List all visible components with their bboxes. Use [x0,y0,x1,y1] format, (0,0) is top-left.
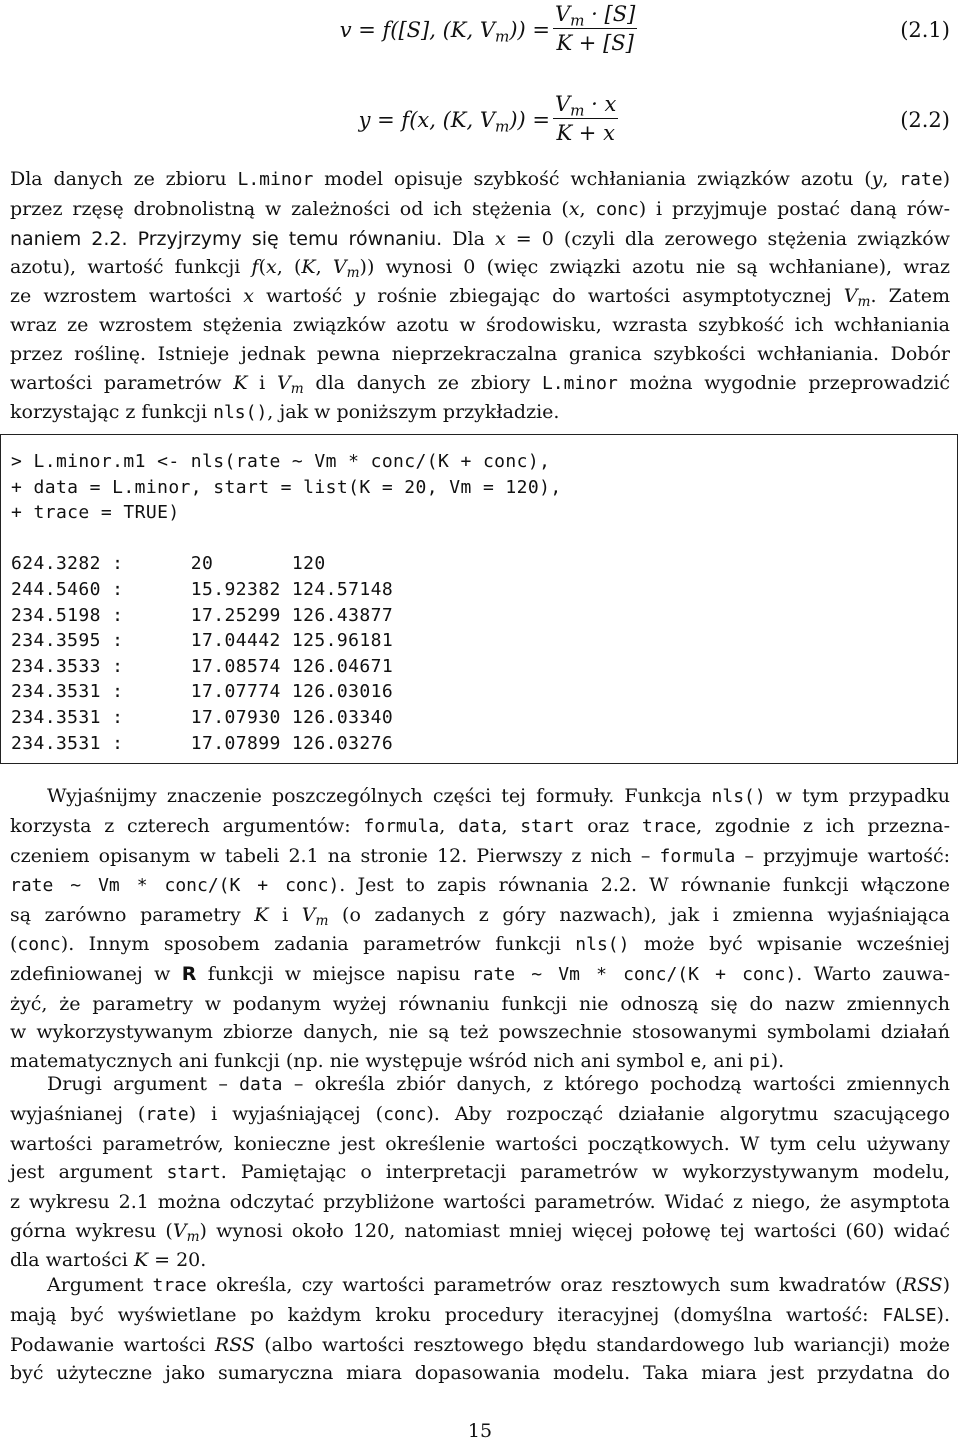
code-line: 234.3531 : 17.07899 126.03276 [11,732,394,754]
code-line: 234.3533 : 17.08574 126.04671 [11,655,394,677]
equation-2-1 [0,0,960,70]
code-line: 234.5198 : 17.25299 126.43877 [11,604,394,626]
page-number: 15 [467,1420,493,1442]
code-listing [0,434,958,764]
code-line: 234.3531 : 17.07774 126.03016 [11,681,394,703]
equation-fraction: $\frac{V_m \cdot [S]}{K + [S]}$ [555,2,636,55]
paragraph-intro: Dla danych ze zbioru L.minor model opisuje szybkość wchłaniania związków azotu (y, rate) przez rzęsę drobnolistną w zależności od ich stężenia (x, conc) i przyjmuje postać daną rów- naniem 2.2. Przyjrzymy się temu równaniu. Dla x = 0 (czyli dla zerowego stężenia związków azotu), wartość funkcji f(x, (K, $V_m$)) wynosi 0 (więc związki azotu nie są wchłaniane), wraz ze wzrostem wartości x wartość y rośnie zbiegając do wartości asymptotycznej $V_m$. Zatem wraz ze wzrostem stężenia związków azotu w środowisku, wzrasta szybkość ich wchłaniania przez roślinę. Istnieje jednak pewna nieprzekraczalna granica szybkości wchłaniania. Dobór wartości parametrów K i $V_m$ dla danych ze zbiory L.minor można wygodnie przeprowadzić korzystając z funkcji nls(), jak w poniższym przykładzie. [10,168,951,424]
code-line: > L.minor.m1 <- nls(rate ~ Vm * conc/(K + conc), [11,451,551,472]
code-line: 234.3595 : 17.04442 125.96181 [11,630,394,652]
equation-fraction: $\frac{V_m \cdot x}{K + x}$ [555,92,617,145]
equation-lhs: y = f(x, (K, $V_m$)) = [358,108,550,136]
code-line: 244.5460 : 15.92382 124.57148 [11,578,394,600]
code-line: 234.3531 : 17.07930 126.03340 [11,706,394,728]
paragraph-data-start: Drugi argument – data – określa zbiór danych, z którego pochodzą wartości zmiennych wyjaśnianej (rate) i wyjaśniającej (conc). Aby rozpocząć działanie algorytmu szacującego wartości parametrów, konieczne jest określenie wartości początkowych. W tym celu używany jest argument start. Pamiętając o interpretacji parametrów w wykorzystywanym modelu, z wykresu 2.1 można odczytać przybliżone wartości parametrów. Widać z niego, że asymptota górna wykresu $(V_m)$ wynosi około 120, natomiast mniej więcej połowę tej wartości (60) widać dla wartości K = 20. [10,1073,950,1271]
equation-number: (2.2) [900,108,950,132]
equation-lhs: v = f([S], (K, $V_m$)) = [339,18,550,46]
code-line: + data = L.minor, start = list(K = 20, Vm = 120), [11,476,562,498]
code-output [11,449,562,756]
equation-2-2 [0,92,960,162]
paragraph-trace: Argument trace określa, czy wartości parametrów oraz resztowych sum kwadratów (RSS) mają być wyświetlane po każdym kroku procedury iteracyjnej (domyślna wartość: FALSE). Podawanie wartości RSS (albo wartości resztowego błędu standardowego lub wariancji) może być użyteczne jako sumaryczna miara dopasowania modelu. Taka miara jest przydatna do [10,1274,950,1385]
paragraph-formula: Wyjaśnijmy znaczenie poszczególnych części tej formuły. Funkcja nls() w tym przypadku korzysta z czterech argumentów: formula, data, start oraz trace, zgodnie z ich przezna- czeniem opisanym w tabeli 2.1 na stronie 12. Pierwszy z nich – formula – przyjmuje wartość: rate ~ Vm * conc/(K + conc). Jest to zapis równania 2.2. W równanie funkcji włączone są zarówno parametry K i $V_m$ (o zadanych z góry nazwach), jak i zmienna wyjaśniająca (conc). Innym sposobem zadania parametrów funkcji nls() może być wpisanie wcześniej zdefiniowanej w R funkcji w miejsce napisu rate ~ Vm * conc/(K + conc). Warto zauwa- żyć, że parametry w podanym wyżej równaniu funkcji nie odnoszą się do nazw zmiennych w wykorzystywanym zbiorze danych, nie są też powszechnie stosowanymi symbolami działań matematycznych ani funkcji (np. nie występuje wśród nich ani symbol e, ani pi). [10,785,951,1073]
code-line: + trace = TRUE) [11,502,180,524]
code-line: 624.3282 : 20 120 [11,553,326,575]
equation-number: (2.1) [900,18,950,42]
